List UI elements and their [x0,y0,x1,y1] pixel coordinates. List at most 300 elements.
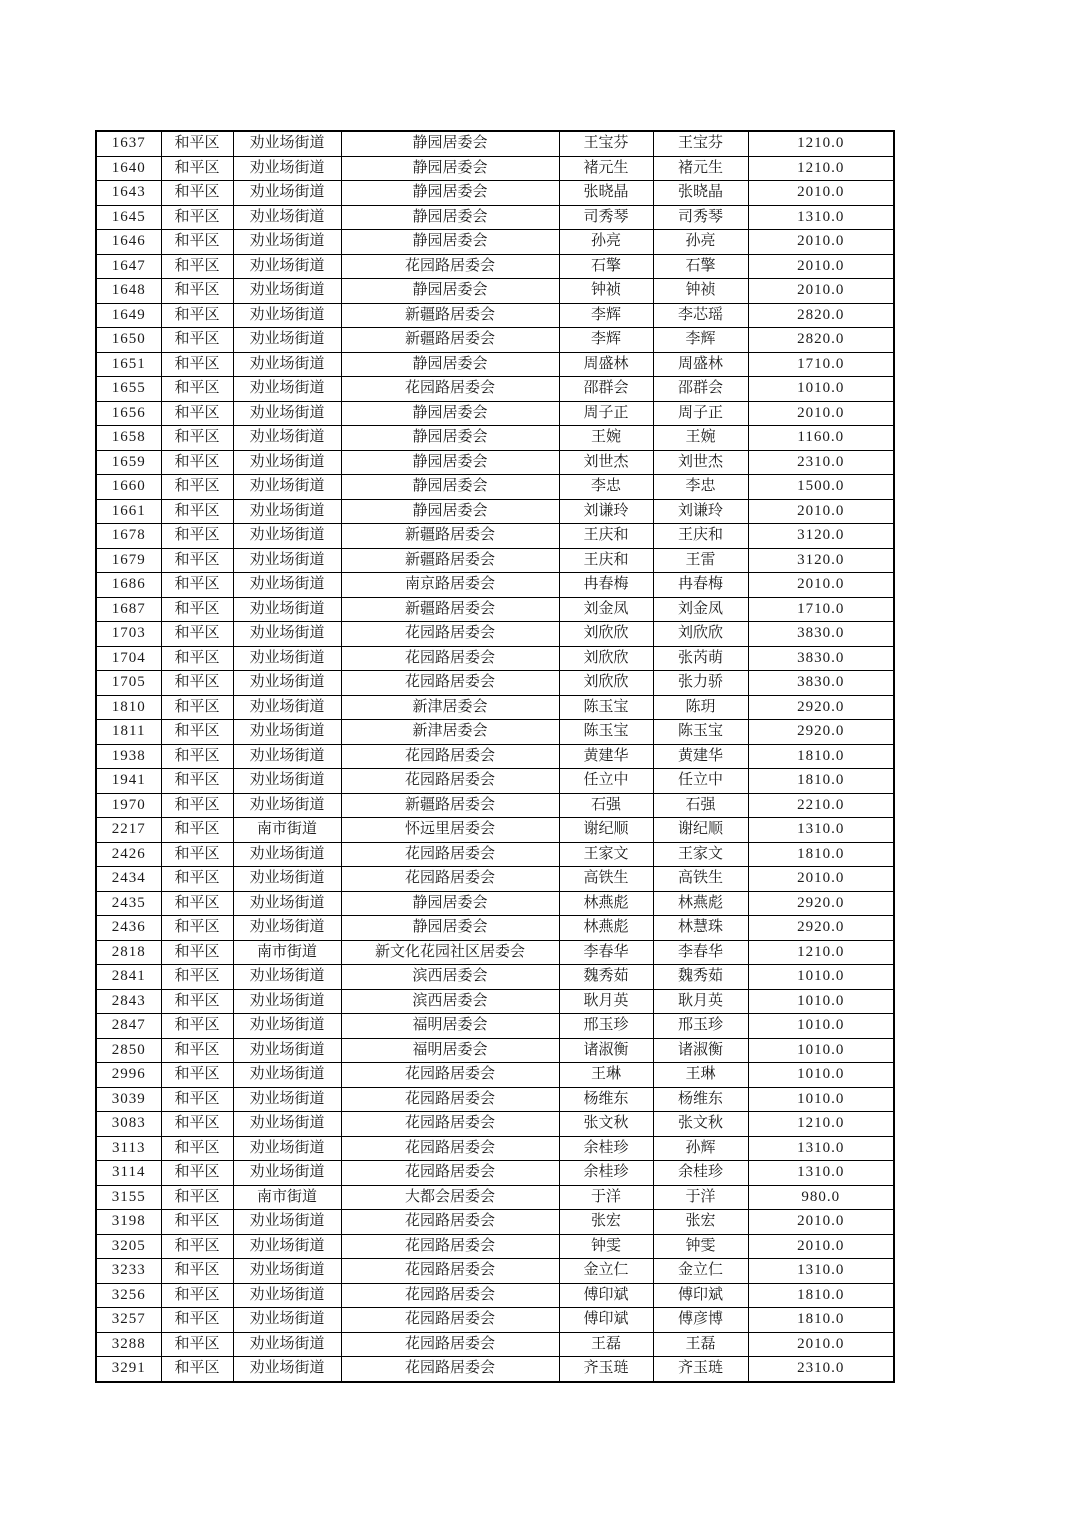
table-cell-district: 和平区 [161,695,233,720]
table-cell-amount: 2010.0 [748,181,894,206]
table-cell-street: 劝业场街道 [233,965,341,990]
table-cell-record_id: 2850 [96,1038,161,1063]
table-cell-committee: 静园居委会 [341,181,559,206]
table-cell-street: 劝业场街道 [233,769,341,794]
table-cell-committee: 花园路居委会 [341,842,559,867]
table-cell-member_name: 钟雯 [653,1234,748,1259]
table-cell-member_name: 余桂珍 [653,1161,748,1186]
table-cell-record_id: 1651 [96,352,161,377]
table-cell-street: 劝业场街道 [233,744,341,769]
table-cell-applicant_name: 王宝芬 [559,131,653,156]
table-cell-committee: 静园居委会 [341,426,559,451]
table-row [96,1283,894,1308]
table-cell-district: 和平区 [161,1259,233,1284]
table-cell-record_id: 1648 [96,279,161,304]
table-row [96,156,894,181]
table-cell-district: 和平区 [161,744,233,769]
table-cell-amount: 1710.0 [748,352,894,377]
table-cell-street: 劝业场街道 [233,254,341,279]
table-row [96,1259,894,1284]
table-cell-record_id: 2426 [96,842,161,867]
table-row [96,475,894,500]
table-cell-street: 劝业场街道 [233,352,341,377]
table-cell-committee: 花园路居委会 [341,867,559,892]
table-cell-district: 和平区 [161,1112,233,1137]
table-cell-applicant_name: 刘欣欣 [559,671,653,696]
table-cell-member_name: 邵群会 [653,377,748,402]
table-cell-amount: 2010.0 [748,1332,894,1357]
table-row [96,1161,894,1186]
table-cell-record_id: 2434 [96,867,161,892]
table-row [96,744,894,769]
table-cell-district: 和平区 [161,940,233,965]
table-cell-district: 和平区 [161,230,233,255]
table-cell-district: 和平区 [161,989,233,1014]
table-cell-applicant_name: 余桂珍 [559,1161,653,1186]
table-cell-record_id: 1640 [96,156,161,181]
table-cell-record_id: 2818 [96,940,161,965]
table-row [96,989,894,1014]
table-cell-member_name: 张力骄 [653,671,748,696]
table-cell-street: 劝业场街道 [233,156,341,181]
table-cell-record_id: 1658 [96,426,161,451]
table-cell-applicant_name: 任立中 [559,769,653,794]
table-cell-street: 劝业场街道 [233,131,341,156]
table-cell-member_name: 李春华 [653,940,748,965]
table-cell-record_id: 2843 [96,989,161,1014]
table-cell-committee: 新疆路居委会 [341,524,559,549]
table-cell-record_id: 2435 [96,891,161,916]
table-cell-applicant_name: 谢纪顺 [559,818,653,843]
table-cell-district: 和平区 [161,1161,233,1186]
table-cell-member_name: 于洋 [653,1185,748,1210]
table-cell-district: 和平区 [161,891,233,916]
table-cell-district: 和平区 [161,131,233,156]
table-cell-member_name: 王磊 [653,1332,748,1357]
table-cell-district: 和平区 [161,1357,233,1382]
table-cell-committee: 花园路居委会 [341,622,559,647]
table-cell-applicant_name: 周盛林 [559,352,653,377]
table-cell-member_name: 周盛林 [653,352,748,377]
table-cell-district: 和平区 [161,597,233,622]
table-cell-member_name: 任立中 [653,769,748,794]
table-cell-member_name: 王家文 [653,842,748,867]
table-cell-committee: 花园路居委会 [341,1332,559,1357]
table-cell-record_id: 3288 [96,1332,161,1357]
table-cell-district: 和平区 [161,1332,233,1357]
table-cell-street: 劝业场街道 [233,499,341,524]
table-cell-amount: 2820.0 [748,303,894,328]
table-cell-applicant_name: 耿月英 [559,989,653,1014]
table-cell-record_id: 3155 [96,1185,161,1210]
table-cell-applicant_name: 李辉 [559,328,653,353]
table-cell-record_id: 3256 [96,1283,161,1308]
table-cell-record_id: 1686 [96,573,161,598]
table-cell-district: 和平区 [161,1063,233,1088]
table-cell-committee: 静园居委会 [341,131,559,156]
table-cell-district: 和平区 [161,867,233,892]
table-cell-committee: 怀远里居委会 [341,818,559,843]
table-cell-applicant_name: 刘世杰 [559,450,653,475]
table-cell-district: 和平区 [161,1087,233,1112]
table-cell-amount: 1810.0 [748,744,894,769]
table-cell-member_name: 邢玉珍 [653,1014,748,1039]
table-cell-record_id: 3233 [96,1259,161,1284]
table-cell-applicant_name: 黄建华 [559,744,653,769]
table-cell-amount: 2920.0 [748,891,894,916]
table-cell-amount: 1010.0 [748,1063,894,1088]
table-cell-amount: 2010.0 [748,573,894,598]
table-cell-applicant_name: 冉春梅 [559,573,653,598]
table-cell-amount: 1310.0 [748,818,894,843]
table-cell-committee: 花园路居委会 [341,1112,559,1137]
table-row [96,1234,894,1259]
table-cell-committee: 花园路居委会 [341,1087,559,1112]
table-cell-committee: 花园路居委会 [341,377,559,402]
table-row [96,352,894,377]
table-cell-member_name: 林慧珠 [653,916,748,941]
table-cell-member_name: 诸淑衡 [653,1038,748,1063]
table-cell-street: 劝业场街道 [233,450,341,475]
table-cell-committee: 静园居委会 [341,352,559,377]
table-cell-street: 劝业场街道 [233,842,341,867]
table-cell-member_name: 钟祯 [653,279,748,304]
table-cell-amount: 1810.0 [748,1308,894,1333]
table-cell-applicant_name: 齐玉琏 [559,1357,653,1382]
table-cell-street: 劝业场街道 [233,1161,341,1186]
table-cell-amount: 1210.0 [748,940,894,965]
table-cell-district: 和平区 [161,426,233,451]
table-cell-record_id: 3205 [96,1234,161,1259]
table-cell-applicant_name: 刘金凤 [559,597,653,622]
table-cell-member_name: 王雷 [653,548,748,573]
table-cell-amount: 2920.0 [748,720,894,745]
table-row [96,1185,894,1210]
table-cell-street: 劝业场街道 [233,328,341,353]
table-cell-amount: 1160.0 [748,426,894,451]
table-cell-member_name: 褚元生 [653,156,748,181]
table-cell-committee: 福明居委会 [341,1038,559,1063]
table-cell-district: 和平区 [161,622,233,647]
table-cell-record_id: 3083 [96,1112,161,1137]
table-cell-committee: 花园路居委会 [341,769,559,794]
table-cell-record_id: 2217 [96,818,161,843]
table-cell-amount: 1210.0 [748,156,894,181]
table-row [96,940,894,965]
table-cell-amount: 1210.0 [748,1112,894,1137]
table-cell-committee: 新文化花园社区居委会 [341,940,559,965]
table-cell-district: 和平区 [161,548,233,573]
table-cell-street: 劝业场街道 [233,1332,341,1357]
table-cell-street: 劝业场街道 [233,1357,341,1382]
table-cell-applicant_name: 刘欣欣 [559,646,653,671]
table-cell-record_id: 3257 [96,1308,161,1333]
table-row [96,1210,894,1235]
table-cell-district: 和平区 [161,352,233,377]
table-cell-member_name: 刘金凤 [653,597,748,622]
table-cell-applicant_name: 高铁生 [559,867,653,892]
table-cell-district: 和平区 [161,916,233,941]
table-cell-street: 劝业场街道 [233,1014,341,1039]
table-cell-amount: 1010.0 [748,377,894,402]
table-cell-amount: 1010.0 [748,965,894,990]
table-cell-record_id: 1678 [96,524,161,549]
table-cell-applicant_name: 王家文 [559,842,653,867]
table-cell-member_name: 齐玉琏 [653,1357,748,1382]
table-cell-street: 劝业场街道 [233,1234,341,1259]
table-cell-district: 和平区 [161,818,233,843]
table-cell-applicant_name: 傅印斌 [559,1308,653,1333]
table-row [96,793,894,818]
table-cell-district: 和平区 [161,303,233,328]
table-cell-street: 劝业场街道 [233,720,341,745]
table-cell-committee: 静园居委会 [341,230,559,255]
table-cell-applicant_name: 钟雯 [559,1234,653,1259]
table-row [96,1038,894,1063]
table-cell-record_id: 1650 [96,328,161,353]
table-cell-district: 和平区 [161,181,233,206]
table-cell-committee: 花园路居委会 [341,1308,559,1333]
table-cell-street: 劝业场街道 [233,548,341,573]
table-cell-committee: 花园路居委会 [341,1063,559,1088]
table-cell-member_name: 王宝芬 [653,131,748,156]
table-cell-street: 劝业场街道 [233,1087,341,1112]
table-cell-committee: 新疆路居委会 [341,793,559,818]
table-cell-street: 劝业场街道 [233,426,341,451]
table-cell-applicant_name: 李忠 [559,475,653,500]
table-cell-amount: 1310.0 [748,1136,894,1161]
table-cell-applicant_name: 刘谦玲 [559,499,653,524]
table-row [96,548,894,573]
table-cell-street: 劝业场街道 [233,622,341,647]
table-cell-amount: 2010.0 [748,230,894,255]
table-cell-street: 劝业场街道 [233,916,341,941]
table-cell-street: 劝业场街道 [233,597,341,622]
table-cell-street: 劝业场街道 [233,891,341,916]
table-cell-member_name: 李忠 [653,475,748,500]
table-cell-record_id: 1811 [96,720,161,745]
table-row [96,401,894,426]
table-cell-member_name: 金立仁 [653,1259,748,1284]
table-cell-district: 和平区 [161,475,233,500]
table-cell-street: 南市街道 [233,818,341,843]
records-table-body [96,131,894,1382]
table-cell-district: 和平区 [161,254,233,279]
table-cell-district: 和平区 [161,842,233,867]
table-cell-record_id: 1661 [96,499,161,524]
table-cell-applicant_name: 王磊 [559,1332,653,1357]
table-cell-committee: 福明居委会 [341,1014,559,1039]
table-row [96,1332,894,1357]
table-cell-amount: 2920.0 [748,916,894,941]
table-cell-committee: 新津居委会 [341,720,559,745]
table-cell-member_name: 耿月英 [653,989,748,1014]
table-cell-street: 劝业场街道 [233,646,341,671]
table-cell-applicant_name: 邢玉珍 [559,1014,653,1039]
table-cell-record_id: 1645 [96,205,161,230]
table-cell-amount: 1210.0 [748,131,894,156]
table-cell-committee: 静园居委会 [341,205,559,230]
table-cell-member_name: 傅彦博 [653,1308,748,1333]
table-cell-record_id: 1687 [96,597,161,622]
table-row [96,671,894,696]
table-cell-applicant_name: 诸淑衡 [559,1038,653,1063]
table-cell-amount: 2010.0 [748,279,894,304]
table-row [96,867,894,892]
table-cell-applicant_name: 傅印斌 [559,1283,653,1308]
table-cell-district: 和平区 [161,646,233,671]
table-row [96,622,894,647]
table-cell-member_name: 司秀琴 [653,205,748,230]
table-cell-applicant_name: 孙亮 [559,230,653,255]
table-cell-amount: 1810.0 [748,769,894,794]
table-cell-applicant_name: 金立仁 [559,1259,653,1284]
table-cell-amount: 1010.0 [748,1038,894,1063]
table-cell-committee: 静园居委会 [341,450,559,475]
table-cell-committee: 花园路居委会 [341,1210,559,1235]
table-cell-district: 和平区 [161,573,233,598]
table-cell-district: 和平区 [161,965,233,990]
table-cell-committee: 静园居委会 [341,279,559,304]
table-cell-record_id: 1941 [96,769,161,794]
table-cell-record_id: 1660 [96,475,161,500]
table-cell-committee: 花园路居委会 [341,1136,559,1161]
table-cell-district: 和平区 [161,1308,233,1333]
table-cell-amount: 1010.0 [748,989,894,1014]
table-cell-applicant_name: 王庆和 [559,524,653,549]
table-cell-member_name: 石擎 [653,254,748,279]
table-cell-amount: 3830.0 [748,646,894,671]
table-row [96,205,894,230]
table-cell-committee: 花园路居委会 [341,1234,559,1259]
table-cell-district: 和平区 [161,1185,233,1210]
table-cell-member_name: 刘世杰 [653,450,748,475]
table-cell-member_name: 石强 [653,793,748,818]
table-cell-record_id: 1643 [96,181,161,206]
table-cell-applicant_name: 王婉 [559,426,653,451]
table-row [96,1136,894,1161]
table-cell-record_id: 2841 [96,965,161,990]
table-cell-applicant_name: 张晓晶 [559,181,653,206]
table-cell-member_name: 李芯瑶 [653,303,748,328]
table-cell-member_name: 黄建华 [653,744,748,769]
table-cell-member_name: 王庆和 [653,524,748,549]
table-cell-record_id: 3198 [96,1210,161,1235]
table-cell-district: 和平区 [161,205,233,230]
table-cell-member_name: 周子正 [653,401,748,426]
table-cell-record_id: 3114 [96,1161,161,1186]
table-cell-street: 南市街道 [233,940,341,965]
table-row [96,328,894,353]
table-cell-committee: 南京路居委会 [341,573,559,598]
table-cell-applicant_name: 钟祯 [559,279,653,304]
table-cell-amount: 2310.0 [748,450,894,475]
table-cell-amount: 2010.0 [748,499,894,524]
table-cell-committee: 花园路居委会 [341,254,559,279]
table-cell-street: 劝业场街道 [233,1283,341,1308]
table-cell-committee: 花园路居委会 [341,1259,559,1284]
table-cell-amount: 2010.0 [748,1210,894,1235]
table-row [96,450,894,475]
table-row [96,279,894,304]
table-row [96,1357,894,1382]
table-cell-record_id: 1679 [96,548,161,573]
table-cell-committee: 新疆路居委会 [341,303,559,328]
table-row [96,377,894,402]
table-cell-committee: 滨西居委会 [341,965,559,990]
table-cell-committee: 静园居委会 [341,916,559,941]
table-cell-applicant_name: 林燕彪 [559,916,653,941]
table-cell-amount: 1010.0 [748,1014,894,1039]
table-row [96,426,894,451]
table-cell-member_name: 孙亮 [653,230,748,255]
table-cell-street: 劝业场街道 [233,671,341,696]
table-cell-street: 劝业场街道 [233,793,341,818]
table-cell-record_id: 1656 [96,401,161,426]
table-cell-amount: 2310.0 [748,1357,894,1382]
table-cell-district: 和平区 [161,1136,233,1161]
table-row [96,965,894,990]
table-cell-street: 南市街道 [233,1185,341,1210]
table-cell-committee: 花园路居委会 [341,1283,559,1308]
table-cell-record_id: 2996 [96,1063,161,1088]
table-cell-street: 劝业场街道 [233,401,341,426]
table-cell-committee: 静园居委会 [341,475,559,500]
table-row [96,573,894,598]
table-cell-street: 劝业场街道 [233,1038,341,1063]
table-cell-record_id: 1810 [96,695,161,720]
table-cell-member_name: 李辉 [653,328,748,353]
table-cell-applicant_name: 陈玉宝 [559,695,653,720]
table-cell-applicant_name: 李辉 [559,303,653,328]
table-cell-district: 和平区 [161,377,233,402]
table-row [96,499,894,524]
table-cell-street: 劝业场街道 [233,279,341,304]
table-cell-amount: 1310.0 [748,1161,894,1186]
table-cell-committee: 花园路居委会 [341,671,559,696]
table-cell-applicant_name: 石擎 [559,254,653,279]
table-cell-applicant_name: 李春华 [559,940,653,965]
table-cell-amount: 2210.0 [748,793,894,818]
table-cell-applicant_name: 褚元生 [559,156,653,181]
table-cell-member_name: 张芮萌 [653,646,748,671]
table-cell-applicant_name: 王琳 [559,1063,653,1088]
table-cell-amount: 2010.0 [748,401,894,426]
table-row [96,1308,894,1333]
table-cell-committee: 花园路居委会 [341,646,559,671]
table-cell-applicant_name: 杨维东 [559,1087,653,1112]
table-cell-amount: 1010.0 [748,1087,894,1112]
table-cell-member_name: 张宏 [653,1210,748,1235]
table-cell-member_name: 王琳 [653,1063,748,1088]
table-cell-amount: 1810.0 [748,1283,894,1308]
table-cell-district: 和平区 [161,1014,233,1039]
table-cell-district: 和平区 [161,156,233,181]
table-row [96,769,894,794]
table-row [96,818,894,843]
table-cell-committee: 静园居委会 [341,891,559,916]
table-cell-amount: 1310.0 [748,1259,894,1284]
table-cell-member_name: 冉春梅 [653,573,748,598]
table-row [96,131,894,156]
table-cell-district: 和平区 [161,328,233,353]
table-cell-member_name: 陈玥 [653,695,748,720]
table-cell-record_id: 1703 [96,622,161,647]
table-cell-street: 劝业场街道 [233,524,341,549]
table-cell-record_id: 3039 [96,1087,161,1112]
table-cell-street: 劝业场街道 [233,205,341,230]
table-row [96,303,894,328]
